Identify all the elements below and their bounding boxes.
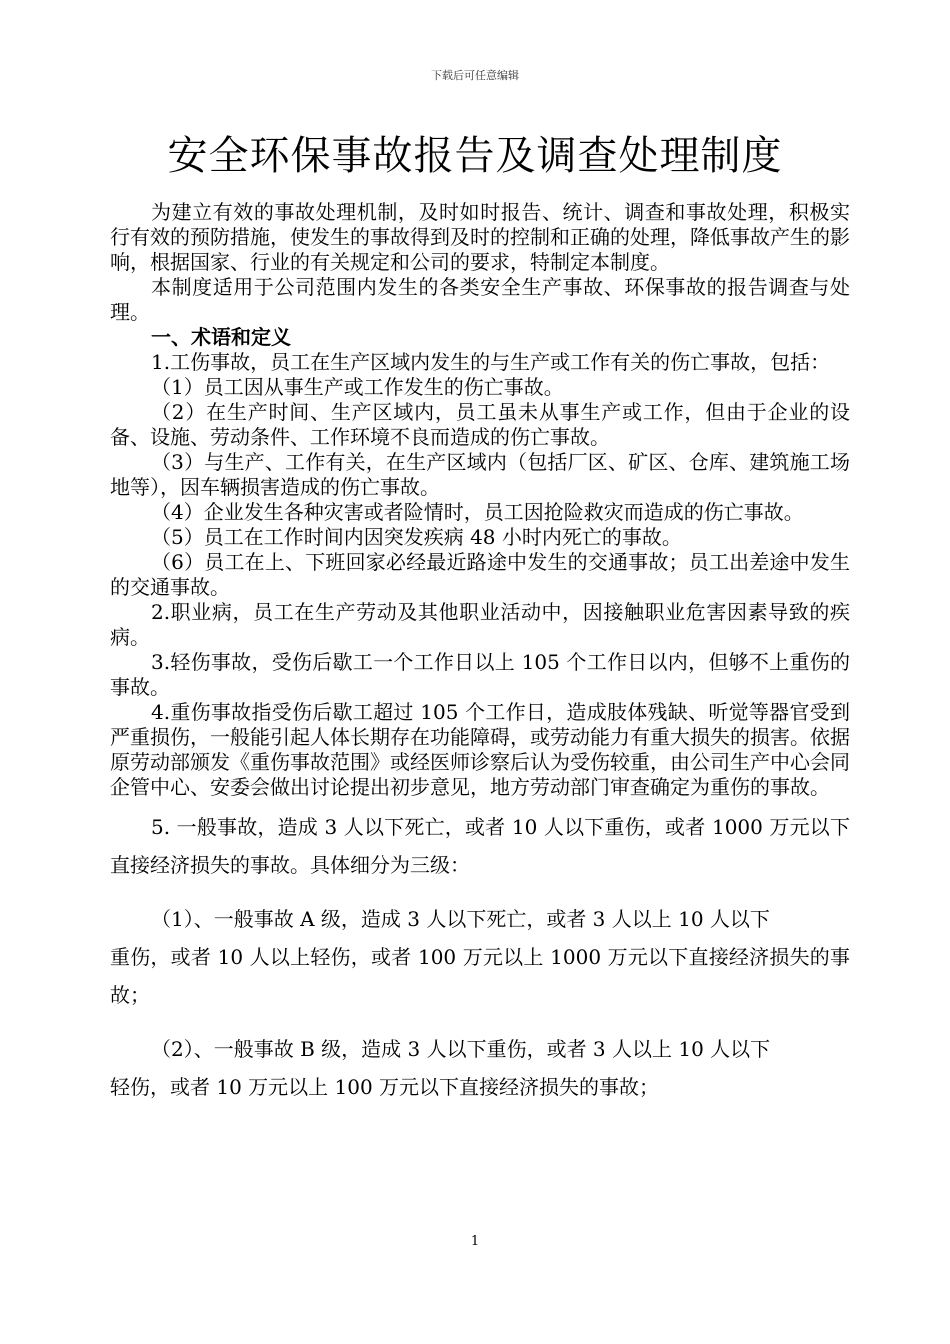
intro-paragraph-1: 为建立有效的事故处理机制，及时如时报告、统计、调查和事故处理，积极实行有效的预防措施，使发生的事故得到及时的控制和正确的处理，降低事故产生的影响，根据国家、行业的有关规定和公司的要求，特制定本制度。 — [110, 200, 850, 274]
definition-subitem-5-2-line2: 轻伤，或者 10 万元以上 100 万元以下直接经济损失的事故； — [110, 1075, 660, 1099]
section-heading-terms: 一、术语和定义 — [151, 325, 291, 349]
definition-subitem-5-1-line2: 重伤，或者 10 人以上轻伤，或者 100 万元以上 1000 万元以下直接经济损失的事故； — [110, 945, 850, 1007]
definition-subitem-1-1: （1）员工因从事生产或工作发生的伤亡事故。 — [151, 375, 564, 399]
document-body — [110, 200, 850, 1106]
document-title: 安全环保事故报告及调查处理制度 — [167, 133, 783, 179]
definition-subitem-1-5: （5）员工在工作时间内因突发疾病 48 小时内死亡的事故。 — [151, 525, 682, 549]
definition-item-1: 1.工伤事故，员工在生产区域内发生的与生产或工作有关的伤亡事故，包括： — [151, 350, 831, 374]
definition-subitem-1-3: （3）与生产、工作有关，在生产区域内（包括厂区、矿区、仓库、建筑施工场地等），因车辆损害造成的伤亡事故。 — [110, 450, 850, 499]
definition-item-3: 3.轻伤事故，受伤后歇工一个工作日以上 105 个工作日以内，但够不上重伤的事故。 — [110, 650, 850, 699]
definition-item-5: 5. 一般事故，造成 3 人以下死亡，或者 10 人以下重伤，或者 1000 万元以下直接经济损失的事故。具体细分为三级： — [110, 815, 850, 877]
definition-subitem-5-2-line1: （2）、一般事故 B 级，造成 3 人以下重伤，或者 3 人以上 10 人以下 — [151, 1037, 771, 1061]
definition-subitem-1-6: （6）员工在上、下班回家必经最近路途中发生的交通事故；员工出差途中发生的交通事故。 — [110, 550, 850, 599]
intro-paragraph-2: 本制度适用于公司范围内发生的各类安全生产事故、环保事故的报告调查与处理。 — [110, 275, 850, 324]
definition-subitem-1-2: （2）在生产时间、生产区域内，员工虽未从事生产或工作，但由于企业的设备、设施、劳动条件、工作环境不良而造成的伤亡事故。 — [110, 400, 850, 449]
definition-item-2: 2.职业病，员工在生产劳动及其他职业活动中，因接触职业危害因素导致的疾病。 — [110, 600, 850, 649]
definition-subitem-1-4: （4）企业发生各种灾害或者险情时，员工因抢险救灾而造成的伤亡事故。 — [151, 500, 804, 524]
page-number: 1 — [470, 1234, 480, 1249]
definition-item-4: 4.重伤事故指受伤后歇工超过 105 个工作日，造成肢体残缺、听觉等器官受到严重损伤，一般能引起人体长期存在功能障碍，或劳动能力有重大损失的损害。依据原劳动部颁发《重伤事故范围》或经医师诊察后认为受伤较重，由公司生产中心会同企管中心、安委会做出讨论提出初步意见，地方劳动部门审查确定为重伤的事故。 — [110, 700, 850, 799]
page-header: 下载后可任意编辑 — [431, 69, 519, 82]
definition-subitem-5-1-line1: （1）、一般事故 A 级，造成 3 人以下死亡，或者 3 人以上 10 人以下 — [151, 907, 770, 931]
